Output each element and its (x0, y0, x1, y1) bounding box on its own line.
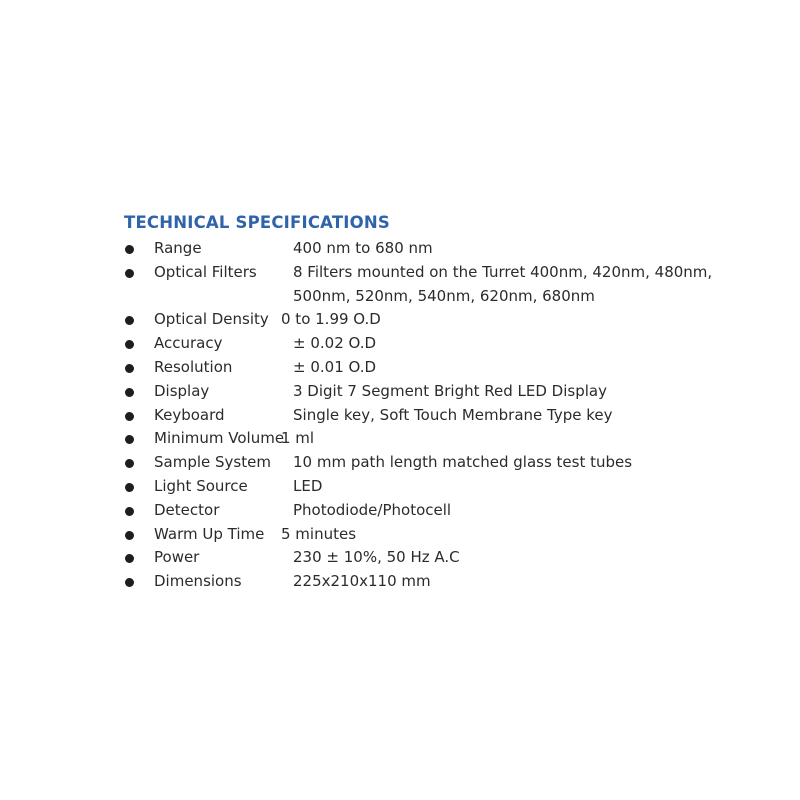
spec-label: Accuracy (154, 334, 223, 353)
bullet-icon (125, 269, 134, 278)
spec-row-optical-filters (124, 261, 764, 309)
spec-row-detector (124, 499, 764, 523)
spec-label: Optical Density (154, 310, 269, 329)
bullet-icon (125, 388, 134, 397)
spec-value: ± 0.02 O.D (293, 334, 377, 353)
bullet-icon (125, 412, 134, 421)
spec-value: LED (293, 476, 323, 495)
bullet-icon (125, 554, 134, 563)
spec-value: 230 ± 10%, 50 Hz A.C (293, 548, 460, 567)
spec-label: Range (154, 239, 202, 257)
bullet-icon (125, 245, 134, 254)
spec-value: 225x210x110 mm (293, 572, 431, 591)
spec-value-continued: 500nm, 520nm, 540nm, 620nm, 680nm (293, 286, 595, 305)
spec-label: Detector (154, 500, 220, 519)
bullet-icon (125, 435, 134, 444)
spec-label: Warm Up Time (154, 524, 265, 543)
spec-row-dimensions (124, 570, 764, 594)
spec-row-optical-density (124, 308, 764, 332)
spec-row-accuracy (124, 332, 764, 356)
spec-row-keyboard (124, 404, 764, 428)
spec-label: Light Source (154, 476, 248, 495)
spec-value: 10 mm path length matched glass test tubes (293, 453, 633, 472)
spec-row-power (124, 546, 764, 570)
bullet-icon (125, 578, 134, 587)
spec-value: 0 to 1.99 O.D (281, 310, 381, 329)
bullet-icon (125, 483, 134, 492)
bullet-icon (125, 531, 134, 540)
technical-specifications-section (124, 211, 764, 594)
spec-value: 5 minutes (281, 524, 357, 543)
spec-value: ± 0.01 O.D (293, 357, 377, 376)
bullet-icon (125, 316, 134, 325)
spec-value: 1 ml (281, 429, 315, 448)
spec-label: Display (154, 381, 210, 400)
spec-label: Dimensions (154, 572, 242, 591)
spec-row-warm-up-time (124, 523, 764, 547)
spec-value: 400 nm to 680 nm (293, 239, 433, 257)
spec-label: Minimum Volume (154, 429, 285, 448)
spec-label: Power (154, 548, 200, 567)
spec-value: Single key, Soft Touch Membrane Type key (293, 405, 613, 424)
spec-value: 3 Digit 7 Segment Bright Red LED Display (293, 381, 607, 400)
bullet-icon (125, 340, 134, 349)
spec-value: 8 Filters mounted on the Turret 400nm, 420nm, 480nm, (293, 262, 713, 281)
spec-row-range (124, 237, 764, 261)
spec-row-display (124, 380, 764, 404)
spec-row-minimum-volume (124, 427, 764, 451)
spec-value: Photodiode/Photocell (293, 500, 452, 519)
spec-label: Optical Filters (154, 262, 257, 281)
spec-list (124, 237, 764, 594)
spec-label: Keyboard (154, 405, 225, 424)
spec-row-light-source (124, 475, 764, 499)
bullet-icon (125, 459, 134, 468)
bullet-icon (125, 364, 134, 373)
spec-row-resolution (124, 356, 764, 380)
spec-label: Sample System (154, 453, 271, 472)
spec-label: Resolution (154, 357, 233, 376)
section-title: TECHNICAL SPECIFICATIONS (124, 213, 390, 232)
spec-row-sample-system (124, 451, 764, 475)
bullet-icon (125, 507, 134, 516)
